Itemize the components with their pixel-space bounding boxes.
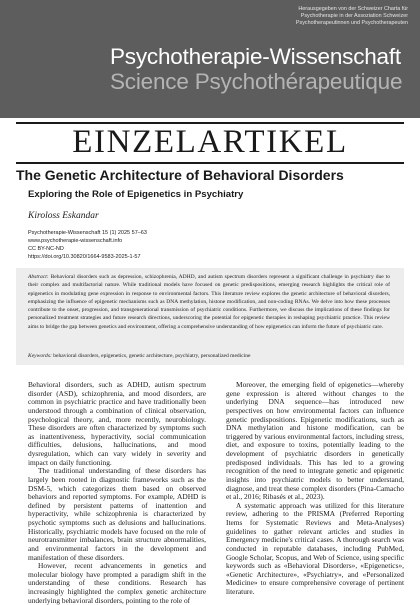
website-link[interactable]: www.psychotherapie-wissenschaft.info <box>28 238 123 244</box>
body-paragraph: The traditional understanding of these disorders has largely been rooted in diagnostic frameworks such as the DSM-5, which categorizes them based on observed behaviors and reported symptoms. For example, ADHD is defined by persistent patterns of inattention and hyperactivity, while schizophrenia is characterized by psychotic symptoms such as delusions and hallucinations. Historically, psychiatric models have focused on the role of neurotransmitter imbalances, brain structure abnormalities, and environmental factors in the development and manifestation of these disorders. <box>28 466 206 562</box>
section-banner: EINZELARTIKEL <box>72 124 348 160</box>
article-subtitle: Exploring the Role of Epigenetics in Psychiatry <box>28 189 244 200</box>
keywords <box>28 352 390 360</box>
article-author: Kiroloss Eskandar <box>28 211 99 221</box>
publisher-statement <box>233 6 408 28</box>
journal-subtitle: Science Psychothérapeutique <box>110 69 403 94</box>
abstract <box>28 273 390 331</box>
doi-link[interactable]: https://doi.org/10.30820/1664-9583-2025-1-57 <box>28 254 141 260</box>
abstract-text: Behavioral disorders such as depression, schizophrenia, ADHD, and autism spectrum disorders represent a significant challenge in psychiatry due to their complex and multifactorial nature. While traditional models have focused on genetic predispositions, emerging research highlights the critical role of epigenetics in modulating gene expression in response to environmental factors. This literature review explores the genetic architecture of behavioral disorders, emphasizing the influence of epigenetic mechanisms such as DNA methylation, histone modification, and non-coding RNAs. We delve into how these processes contribute to the onset, progression, and transgenerational transmission of psychiatric conditions. Furthermore, we discuss the implications of these findings for personalized treatment strategies and future research directions, underscoring the potential for epigenetic therapies in reshaping psychiatric practice. This review aims to bridge the gap between genetics and environment, offering a comprehensive understanding of how epigenetics can inform the future of psychiatric care. <box>28 274 390 330</box>
body-column-right <box>226 380 404 596</box>
citation-block <box>28 229 147 261</box>
body-paragraph: A systematic approach was utilized for this literature review, adhering to the PRISMA (Preferred Reporting Items for Systematic Reviews and Meta-Analyses) guidelines to gather relevant articles and studies in Emergency medicine's critical cases. A thorough search was conducted in reputable databases, including PubMed, Google Scholar, Scopus, and Web of Science, using specific keywords such as «Behavioral Disorders», «Epigenetics», «Genetic Architecture», «Psychiatry», and «Personalized Medicine» to ensure comprehensive coverage of pertinent literature. <box>226 500 404 596</box>
banner-bottom-rule <box>16 162 404 164</box>
abstract-label: Abstract: <box>28 274 49 280</box>
body-paragraph: Behavioral disorders, such as ADHD, autism spectrum disorder (ASD), schizophrenia, and mood disorders, are common in psychiatric practice and have traditionally been understood through a combination of clinical observation, psychological theory, and, more recently, neurobiology. These disorders are often characterized by symptoms such as inattentiveness, hyperactivity, social communication difficulties, delusions, hallucinations, and mood dysregulation, which can vary widely in severity and impact on daily functioning. <box>28 380 206 467</box>
body-paragraph: Moreover, the emerging field of epigenetics—whereby gene expression is altered without changes to the underlying DNA sequence—has introduced new perspectives on how environmental factors can influence genetic predispositions. Epigenetic modifications, such as DNA methylation and histone modification, can be triggered by various environmental factors, including stress, diet, and exposure to toxins, potentially leading to the development of psychiatric disorders in genetically predisposed individuals. This has led to a growing recognition of the need to integrate genetic and epigenetic insights into psychiatric models to better understand, diagnose, and treat these complex disorders (Pina-Camacho et al., 2016; Ribasés et al., 2023). <box>226 380 404 502</box>
keywords-text: behavioral disorders, epigenetics, genetic architecture, psychiatry, personalized medicine <box>53 353 251 359</box>
body-paragraph: However, recent advancements in genetics and molecular biology have prompted a paradigm shift in the understanding of these conditions. Research has increasingly highlighted the complex genetic architecture underlying behavioral disorders, pointing to the role of <box>28 561 206 605</box>
license-line: CC BY-NC-ND <box>28 246 64 252</box>
journal-title: Psychotherapie-Wissenschaft <box>110 44 401 69</box>
body-column-left <box>28 380 206 605</box>
citation-line: Psychotherapie-Wissenschaft 15 (1) 2025 57–63 <box>28 230 147 236</box>
keywords-label: Keywords: <box>28 353 52 359</box>
journal-header <box>0 0 420 118</box>
article-title: The Genetic Architecture of Behavioral Disorders <box>16 167 344 183</box>
publisher-line: Psychotherapie in der Assoziation Schweizer <box>300 13 408 20</box>
publisher-line: Herausgegeben von der Schweizer Charta für <box>298 6 408 12</box>
publisher-line: Psychotherapeutinnen und Psychotherapeuten <box>295 20 408 27</box>
